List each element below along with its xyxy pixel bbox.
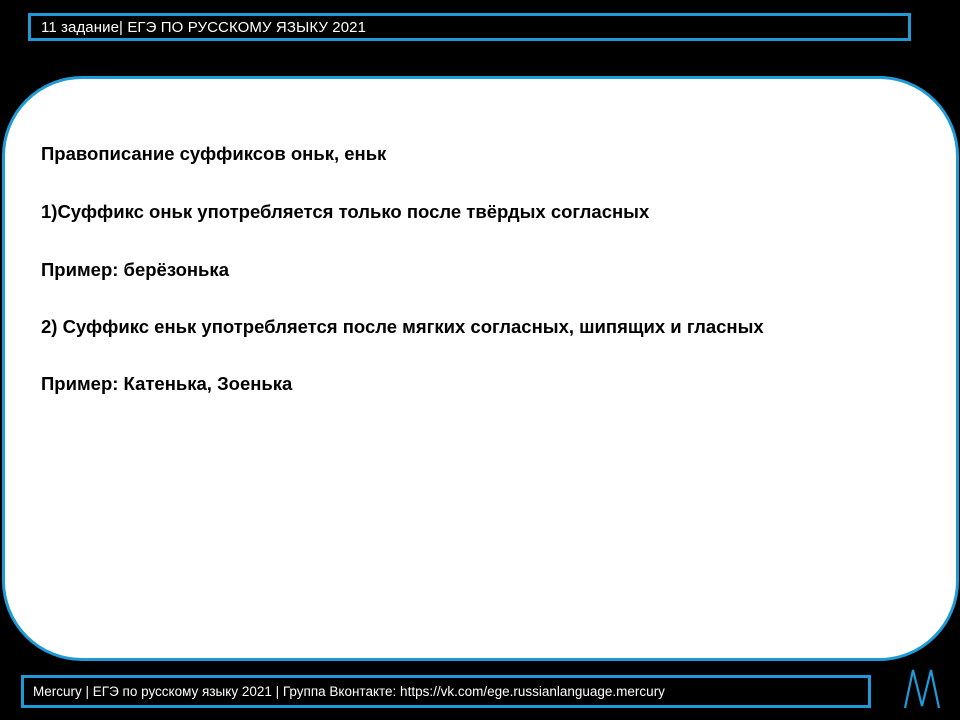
- rule-two: 2) Суффикс еньк употребляется после мягких согласных, шипящих и гласных: [41, 316, 764, 337]
- rule-heading: Правописание суффиксов оньк, еньк: [41, 143, 387, 164]
- example-one: Пример: берёзонька: [41, 259, 229, 280]
- rule-one: 1)Суффикс оньк употребляется только после твёрдых согласных: [41, 201, 650, 222]
- page-title: 11 задание| ЕГЭ ПО РУССКОМУ ЯЗЫКУ 2021: [41, 18, 367, 36]
- content-card: [2, 76, 959, 661]
- example-two: Пример: Катенька, Зоенька: [41, 373, 293, 394]
- header-bar: [28, 13, 911, 41]
- footer-text: Mercury | ЕГЭ по русскому языку 2021 | Группа Вконтакте: https://vk.com/ege.russianlanguage.mercury: [33, 684, 665, 699]
- mercury-m-logo-icon: [900, 664, 944, 712]
- footer-bar: [21, 675, 871, 708]
